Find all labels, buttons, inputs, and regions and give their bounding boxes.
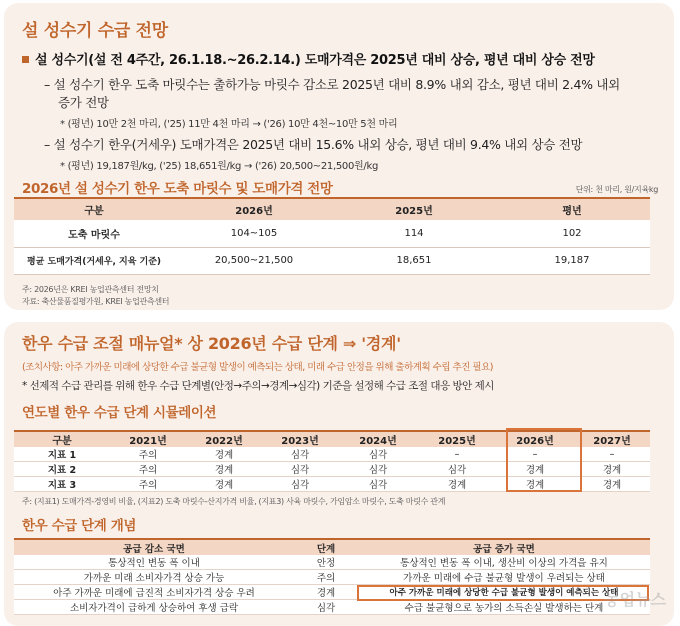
table-cell: 104~105 [174, 220, 334, 247]
unit-label: 단위: 천 마리, 원/지육kg [575, 185, 658, 194]
table-cell: 102 [494, 220, 650, 247]
table-cell: 주의 [110, 477, 186, 492]
row-label: 도축 마릿수 [14, 220, 174, 247]
column-header: 단계 [294, 539, 358, 555]
table-cell: 심각 [338, 447, 418, 462]
column-header: 구분 [14, 198, 174, 220]
table-cell: 경계 [574, 462, 650, 477]
table-cell: 경계 [496, 477, 574, 492]
row-label: 지표 2 [14, 462, 110, 477]
table-row [14, 247, 650, 274]
concept-title: 한우 수급 단계 개념 [22, 518, 137, 534]
table-cell: – [418, 447, 496, 462]
table-row [14, 220, 650, 247]
table-cell: 심각 [262, 477, 338, 492]
table-header-row [14, 539, 650, 555]
concept-table [14, 538, 650, 615]
watermark: 농업뉴스 [604, 590, 666, 609]
row-label: 지표 1 [14, 447, 110, 462]
stage-cell: 심각 [294, 600, 358, 615]
table-cell: 주의 [110, 462, 186, 477]
note-2: 자료: 축산물품질평가원, KREI 농업관측센터 [22, 297, 170, 306]
table-cell: 주의 [110, 447, 186, 462]
column-header: 구분 [14, 431, 110, 447]
point1-line1: – 설 성수기 한우 도축 마릿수는 출하가능 마릿수 감소로 2025년 대비 8.9% 내외 감소, 평년 대비 2.4% 내외 [44, 77, 620, 92]
table-header-row [14, 198, 650, 220]
headline-text: 설 성수기(설 전 4주간, 26.1.18.~26.2.14.) 도매가격은 2025년 대비 상승, 평년 대비 상승 전망 [35, 53, 595, 68]
point2-note: * (평년) 19,187원/kg, ('25) 18,651원/kg → ('26) 20,500~21,500원/kg [60, 161, 379, 172]
column-header: 2026년 [174, 198, 334, 220]
table-cell: 심각 [418, 462, 496, 477]
table-cell: 소비자가격이 급하게 상승하여 후생 급락 [14, 600, 294, 615]
table-cell: 통상적인 변동 폭 이내 [14, 555, 294, 570]
table-cell: 수급 불균형으로 농가의 소득손실 발생하는 단계 [358, 600, 650, 615]
simulation-note: 주: (지표1) 도매가격-경영비 비율, (지표2) 도축 마릿수-산지가격 비율, (지표3) 사육 마릿수, 가임암소 마릿수, 도축 마릿수 관계 [22, 497, 446, 506]
table-cell: 경계 [496, 462, 574, 477]
column-header: 2023년 [262, 431, 338, 447]
manual-footnote: * 선제적 수급 관리를 위해 한우 수급 단계별(안정→주의→경계→심각) 기준을 설정해 수급 조절 대응 방안 제시 [22, 380, 494, 392]
panel-title: 한우 수급 조절 매뉴얼* 상 2026년 수급 단계 ⇒ '경계' [22, 334, 401, 353]
table-cell: 19,187 [494, 247, 650, 274]
table-cell: 경계 [186, 477, 262, 492]
table-cell: 아주 가까운 미래에 급진적 소비자가격 상승 우려 [14, 585, 294, 600]
table-cell: – [496, 447, 574, 462]
table-cell: 가까운 미래 소비자가격 상승 가능 [14, 570, 294, 585]
note-1: 주: 2026년은 KREI 농업관측센터 전망치 [22, 285, 159, 294]
column-header: 2024년 [338, 431, 418, 447]
table-cell: 18,651 [334, 247, 494, 274]
column-header: 2027년 [574, 431, 650, 447]
action-note: (조치사항: 아주 가까운 미래에 상당한 수급 불균형 발생이 예측되는 상태, 미래 수급 안정을 위해 출하계획 수립 추진 필요) [22, 362, 493, 373]
column-header: 2021년 [110, 431, 186, 447]
table-cell: 통상적인 변동 폭 이내, 생산비 이상의 가격을 유지 [358, 555, 650, 570]
highlighted-cell: 아주 가까운 미래에 상당한 수급 불균형 발생이 예측되는 상태 [358, 585, 650, 600]
table-row [14, 570, 650, 585]
simulation-title: 연도별 한우 수급 단계 시뮬레이션 [22, 405, 217, 421]
point2-line1: – 설 성수기 한우(거세우) 도매가격은 2025년 대비 15.6% 내외 상승, 평년 대비 9.4% 내외 상승 전망 [44, 137, 583, 152]
column-header: 2026년 [496, 431, 574, 447]
headline [22, 49, 595, 68]
row-label: 평균 도매가격(거세우, 지육 기준) [14, 247, 174, 274]
point1-line2: 증가 전망 [58, 95, 109, 110]
table-row [14, 600, 650, 615]
table-cell: 경계 [574, 477, 650, 492]
table-cell: 심각 [262, 462, 338, 477]
outlook-table [14, 197, 650, 275]
table-cell: 심각 [338, 477, 418, 492]
table-row [14, 555, 650, 570]
table-title: 2026년 설 성수기 한우 도축 마릿수 및 도매가격 전망 [22, 181, 333, 197]
column-header: 2025년 [334, 198, 494, 220]
table-cell: 가까운 미래에 수급 불균형 발생이 우려되는 상태 [358, 570, 650, 585]
table-cell: 경계 [186, 447, 262, 462]
year-2026-highlight [506, 428, 582, 492]
table-cell: – [574, 447, 650, 462]
column-header: 2022년 [186, 431, 262, 447]
stage-cell: 안정 [294, 555, 358, 570]
column-header: 평년 [494, 198, 650, 220]
row-label: 지표 3 [14, 477, 110, 492]
table-cell: 114 [334, 220, 494, 247]
column-header: 2025년 [418, 431, 496, 447]
square-bullet-icon [22, 56, 29, 63]
column-header: 공급 증가 국면 [358, 539, 650, 555]
table-cell: 심각 [262, 447, 338, 462]
panel-title: 설 성수기 수급 전망 [22, 21, 168, 41]
table-cell: 20,500~21,500 [174, 247, 334, 274]
column-header: 공급 감소 국면 [14, 539, 294, 555]
table-cell: 심각 [338, 462, 418, 477]
table-cell: 경계 [186, 462, 262, 477]
stage-cell: 주의 [294, 570, 358, 585]
stage-cell: 경계 [294, 585, 358, 600]
table-cell: 경계 [418, 477, 496, 492]
point1-note: * (평년) 10만 2천 마리, ('25) 11만 4천 마리 → ('26) 10만 4천~10만 5천 마리 [60, 119, 398, 130]
